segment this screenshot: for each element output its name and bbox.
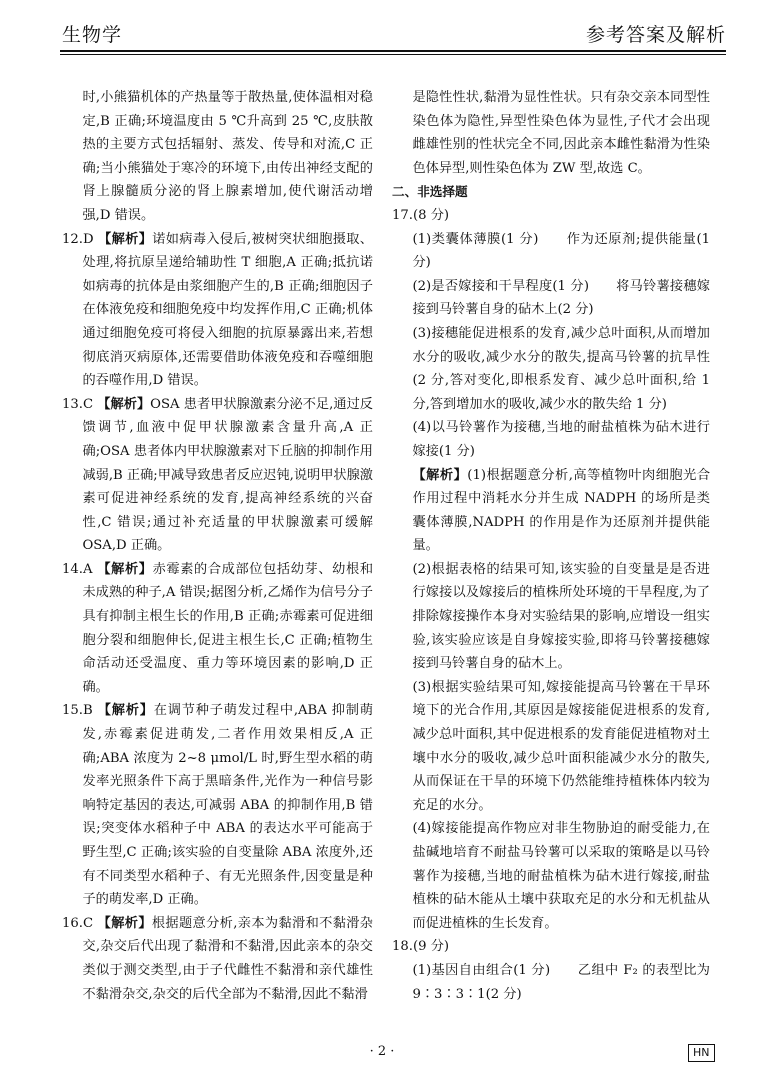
page-number: · 2 · <box>369 1044 395 1059</box>
paragraph <box>392 464 710 558</box>
analysis-tag: 【解析】 <box>97 915 152 931</box>
answer-item <box>62 699 373 911</box>
paragraph <box>392 935 710 959</box>
paragraph-text: 根据题意分析,亲本为黏滑和不黏滑杂交,杂交后代出现了黏滑和不黏滑,因此亲本的杂交类似于测交类型,由于子代雌性不黏滑和亲代雄性不黏滑杂交,杂交的后代全部为不黏滑,因此不黏滑 <box>82 915 373 1002</box>
paragraph-text: (4)以马铃薯作为接穗,当地的耐盐植株为砧木进行嫁接(1 分) <box>412 420 710 459</box>
paragraph <box>392 86 710 180</box>
paragraph <box>392 275 710 322</box>
paragraph <box>392 558 710 676</box>
header-rule-thin <box>60 54 726 55</box>
paragraph-text: (1)根据题意分析,高等植物叶肉细胞光合作用过程中消耗水分并生成 NADPH 的场所是类囊体薄膜,NADPH 的作用是作为还原剂并提供能量。 <box>412 467 711 554</box>
paragraph-text: (3)根据实验结果可知,嫁接能提高马铃薯在干旱环境下的光合作用,其原因是嫁接能促进根系的发育,减少总叶面积,其中促进根系的发育能促进植物对土壤中水分的吸收,减少总叶面积能减少水分的散失,从而保证在干旱的环境下仍然能维持植株体内较为充足的水分。 <box>412 679 710 813</box>
paragraph <box>392 676 710 818</box>
paragraph-text: OSA 患者甲状腺激素分泌不足,通过反馈调节,血液中促甲状腺激素含量升高,A 正确;OSA 患者体内甲状腺激素对下丘脑的抑制作用减弱,B 正确;甲减导致患者反应迟钝,说明甲状腺激素可促进神经系统的发育,提高神经系统的兴奋性,C 错误;通过补充适量的甲状腺激素可缓解 OSA,D 正确。 <box>82 396 373 554</box>
answer-item <box>62 228 373 393</box>
paragraph-text: 是隐性性状,黏滑为显性性状。只有杂交亲本同型性染色体为隐性,异型性染色体为显性,子代才会出现雌雄性别的性状完全不同,因此亲本雌性黏滑为性染色体异型,则性染色体为 ZW 型,故选 C。 <box>412 90 710 176</box>
paragraph-text: 赤霉素的合成部位包括幼芽、幼根和未成熟的种子,A 错误;据图分析,乙烯作为信号分子具有抑制主根生长的作用,B 正确;赤霉素可促进细胞分裂和细胞伸长,促进主根生长,C 正确;植物生命活动还受温度、重力等环境因素的影响,D 正确。 <box>82 561 374 695</box>
paragraph-text: 18.(9 分) <box>392 939 450 955</box>
analysis-tag: 【解析】 <box>98 231 153 247</box>
analysis-tag: 【解析】 <box>412 467 468 483</box>
paragraph-text: 诺如病毒入侵后,被树突状细胞摄取、处理,将抗原呈递给辅助性 T 细胞,A 正确;抵抗诺如病毒的抗体是由浆细胞产生的,B 正确;细胞因子在体液免疫和细胞免疫中均发挥作用,C 正确;机体通过细胞免疫可将侵入细胞的抗原暴露出来,若想彻底消灭病原体,还需要借助体液免疫和吞噬细胞的吞噬作用,D 错误。 <box>82 231 373 389</box>
analysis-tag: 【解析】 <box>97 703 154 719</box>
item-number: 15.B <box>62 703 98 719</box>
item-number: 16.C <box>62 915 98 931</box>
section-title: 参考答案及解析 <box>585 24 726 46</box>
paragraph <box>392 228 710 275</box>
answer-item <box>62 393 373 558</box>
analysis-tag: 【解析】 <box>97 396 151 412</box>
region-code-badge: HN <box>688 1044 715 1062</box>
paragraph <box>392 959 710 1006</box>
paragraph <box>392 204 710 228</box>
paragraph-text: (4)嫁接能提高作物应对非生物胁迫的耐受能力,在盐碱地培育不耐盐马铃薯可以采取的策略是以马铃薯作为接穗,当地的耐盐植株为砧木进行嫁接,耐盐植株的砧木能从土壤中获取充足的水分和无机盐从而促进植株的生长发育。 <box>412 821 710 931</box>
paragraph-text: (1)类囊体薄膜(1 分) 作为还原剂;提供能量(1 分) <box>412 231 710 271</box>
item-number: 14.A <box>62 561 98 577</box>
paragraph-text: 时,小熊猫机体的产热量等于散热量,使体温相对稳定,B 正确;环境温度由 5 ℃升高到 25 ℃,皮肤散热的主要方式包括辐射、蒸发、传导和对流,C 正确;当小熊猫处于寒冷的环境下,由传出神经支配的肾上腺髓质分泌的肾上腺素增加,使代谢活动增强,D 错误。 <box>82 90 373 223</box>
item-number: 12.D <box>62 231 99 247</box>
paragraph <box>392 817 710 935</box>
paragraph-text: (3)接穗能促进根系的发育,减少总叶面积,从而增加水分的吸收,减少水分的散失,提高马铃薯的抗旱性(2 分,答对变化,即根系发育、减少总叶面积,给 1 分,答到增加水的吸收,减少水的散失给 1 分) <box>412 325 710 412</box>
paragraph-text: (1)基因自由组合(1 分) 乙组中 F₂ 的表型比为 9∶3∶3∶1(2 分) <box>412 962 710 1002</box>
answer-item <box>62 912 373 1006</box>
paragraph-text: 17.(8 分) <box>392 207 450 223</box>
item-number: 13.C <box>62 396 98 412</box>
paragraph <box>62 86 373 228</box>
right-column <box>392 86 710 1006</box>
answer-item <box>62 558 373 700</box>
paragraph <box>392 322 710 416</box>
left-column <box>62 86 373 1006</box>
page-header <box>60 16 726 52</box>
paragraph <box>392 416 710 463</box>
analysis-tag: 【解析】 <box>97 561 153 577</box>
subject-title: 生物学 <box>62 24 123 46</box>
paragraph-text: (2)是否嫁接和干旱程度(1 分) 将马铃薯接穗嫁接到马铃薯自身的砧木上(2 分) <box>412 278 710 318</box>
header-rule-thick <box>60 50 726 52</box>
paragraph-text: 在调节种子萌发过程中,ABA 抑制萌发,赤霉素促进萌发,二者作用效果相反,A 正确;ABA 浓度为 2~8 μmol/L 时,野生型水稻的萌发率光照条件下高于黑暗条件,光作为一种信号影响特定基因的表达,可减弱 ABA 的抑制作用,B 错误;突变体水稻种子中 ABA 的表达水平可能高于野生型,C 正确;该实验的自变量除 ABA 浓度外,还有不同类型水稻种子、有无光照条件,因变量是种子的萌发率,D 正确。 <box>82 703 374 908</box>
paragraph-text: 二、非选择题 <box>392 184 468 200</box>
paragraph-text: (2)根据表格的结果可知,该实验的自变量是是否进行嫁接以及嫁接后的植株所处环境的干旱程度,为了排除嫁接操作本身对实验结果的影响,应增设一组实验,该实验应该是自身嫁接实验,即将马铃薯接穗嫁接到马铃薯自身的砧木上。 <box>412 561 710 672</box>
section-heading <box>392 180 710 204</box>
